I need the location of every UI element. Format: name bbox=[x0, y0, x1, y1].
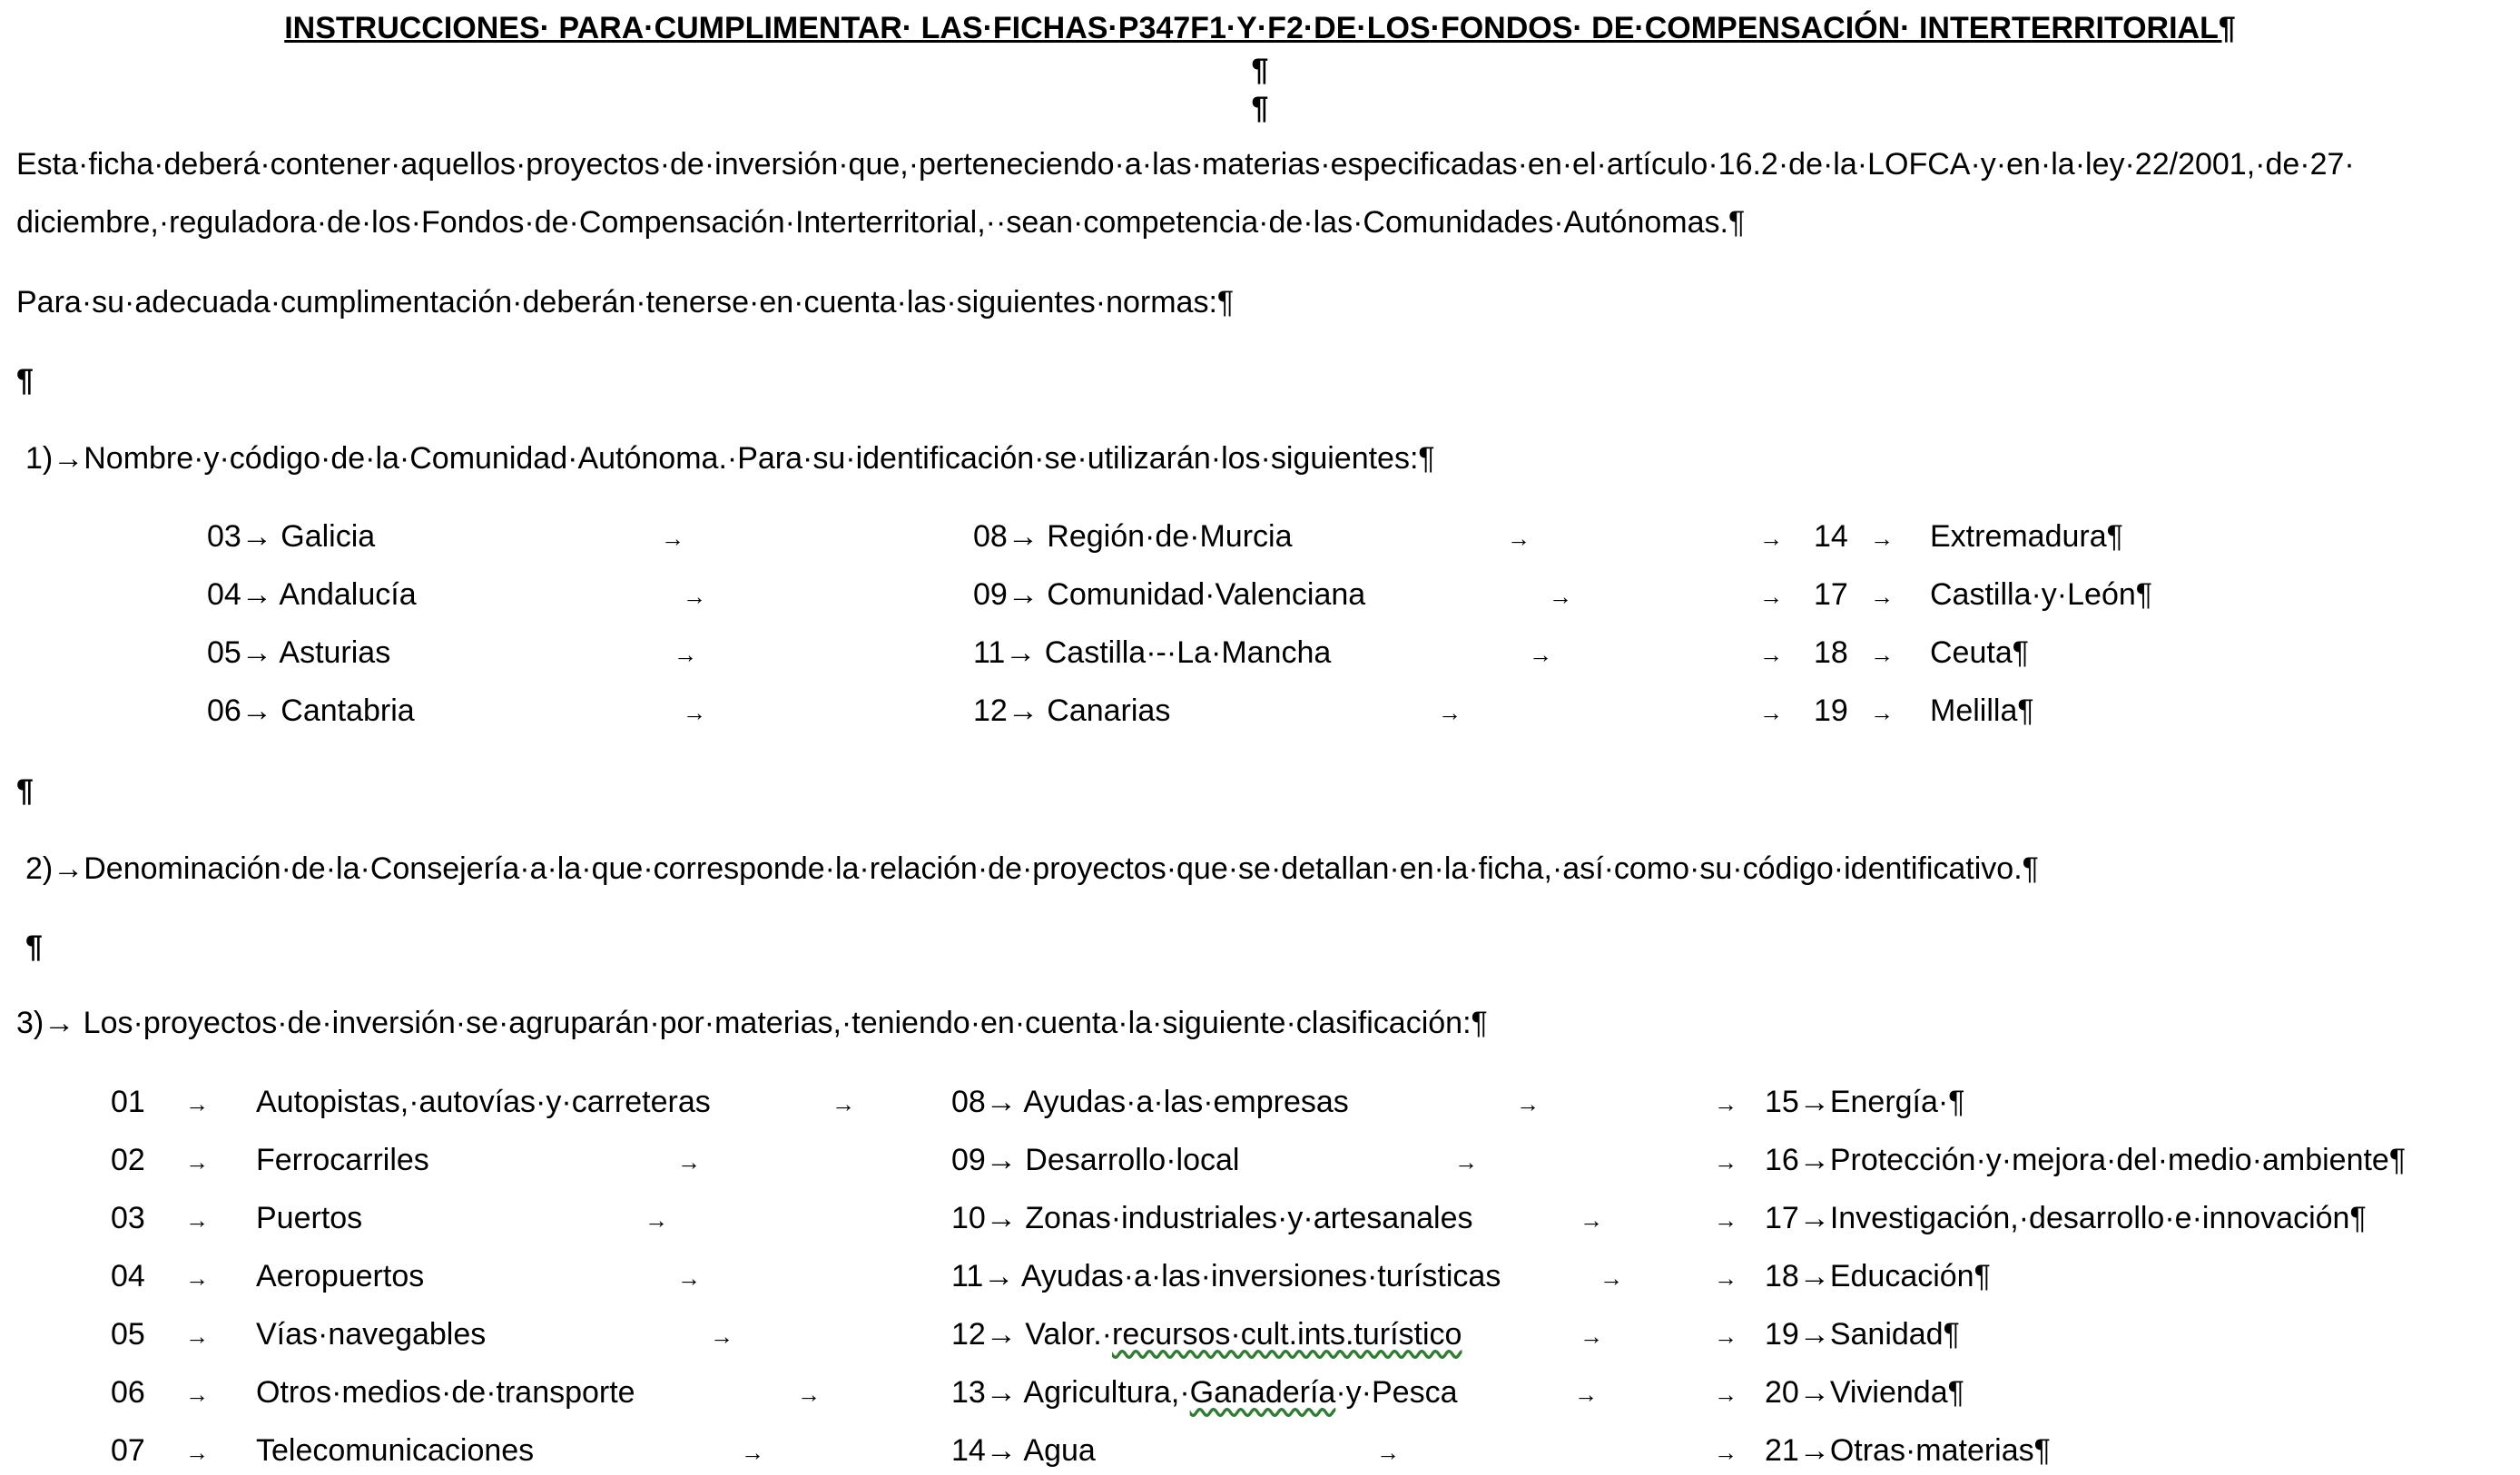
subject-item: 17→Investigación,·desarrollo·e·innovación¶ bbox=[1765, 1201, 2367, 1235]
subject-code: 01 bbox=[111, 1085, 145, 1119]
tab-arrow: → bbox=[1714, 1381, 1737, 1408]
spelling-flagged-text: recursos·cult.ints.turístico bbox=[1112, 1317, 1462, 1352]
spelling-flagged-text: Ganadería bbox=[1189, 1375, 1336, 1410]
subject-code: 03 bbox=[111, 1201, 145, 1235]
paragraph-mark: ¶ bbox=[16, 363, 34, 398]
subject-name: Telecomunicaciones bbox=[256, 1433, 535, 1468]
subject-item: 18→Educación¶ bbox=[1765, 1259, 1991, 1293]
paragraph-mark: ¶ bbox=[1251, 53, 1269, 87]
tab-arrow: → bbox=[185, 1381, 209, 1408]
tab-arrow: → bbox=[1580, 1323, 1603, 1350]
tab-arrow: → bbox=[185, 1264, 209, 1292]
paragraph-mark: ¶ bbox=[25, 929, 43, 964]
subject-name: Vías·navegables bbox=[256, 1317, 487, 1352]
subject-item bbox=[951, 1377, 1457, 1408]
paragraph-mark: ¶ bbox=[1251, 91, 1269, 125]
region-item: 11→ Castilla·-·La·Mancha bbox=[973, 635, 1332, 670]
tab-arrow: → bbox=[185, 1148, 209, 1175]
subject-item: 09→ Desarrollo·local bbox=[951, 1143, 1240, 1177]
subject-code: 02 bbox=[111, 1143, 145, 1177]
tab-arrow: → bbox=[1438, 699, 1462, 726]
section-2-heading: 2)→Denominación·de·la·Consejería·a·la·que·corresponde·la·relación·de·proyectos·que·se·detallan·en·la·ficha,·así·como·su·código·identificativo.¶ bbox=[25, 851, 2039, 886]
subject-item: 20→Vivienda¶ bbox=[1765, 1375, 1964, 1410]
region-code: 18 bbox=[1814, 635, 1848, 670]
tab-arrow: → bbox=[1714, 1264, 1737, 1292]
subject-item: 21→Otras·materias¶ bbox=[1765, 1433, 2051, 1468]
subject-item: 15→Energía·¶ bbox=[1765, 1085, 1965, 1119]
section-1-heading: 1)→Nombre·y·código·de·la·Comunidad·Autónoma.·Para·su·identificación·se·utilizarán·los·siguientes:¶ bbox=[25, 441, 1435, 476]
tab-arrow: → bbox=[1870, 525, 1894, 552]
tab-arrow: → bbox=[661, 525, 684, 552]
tab-arrow: → bbox=[1600, 1264, 1623, 1292]
tab-arrow: → bbox=[683, 699, 706, 726]
subject-item: 16→Protección·y·mejora·del·medio·ambiente¶ bbox=[1765, 1143, 2407, 1177]
tab-arrow: → bbox=[1574, 1381, 1598, 1408]
subject-code: 04 bbox=[111, 1259, 145, 1293]
tab-arrow: → bbox=[1454, 1148, 1478, 1175]
paragraph-mark: ¶ bbox=[16, 773, 34, 808]
region-name: Extremadura¶ bbox=[1930, 519, 2123, 554]
tab-arrow: → bbox=[1549, 583, 1572, 610]
tab-arrow: → bbox=[677, 1148, 701, 1175]
tab-arrow: → bbox=[1529, 641, 1552, 668]
tab-arrow: → bbox=[645, 1206, 668, 1234]
tab-arrow: → bbox=[185, 1323, 209, 1350]
subject-name: Autopistas,·autovías·y·carreteras bbox=[256, 1085, 711, 1119]
tab-arrow: → bbox=[1759, 525, 1783, 552]
subject-name: Aeropuertos bbox=[256, 1259, 425, 1293]
region-name: Castilla·y·León¶ bbox=[1930, 577, 2153, 612]
region-item: 08→ Región·de·Murcia bbox=[973, 519, 1293, 554]
tab-arrow: → bbox=[797, 1381, 821, 1408]
subject-item: 19→Sanidad¶ bbox=[1765, 1317, 1960, 1352]
tab-arrow: → bbox=[1870, 699, 1894, 726]
tab-arrow: → bbox=[1759, 699, 1783, 726]
subject-name: Ferrocarriles bbox=[256, 1143, 429, 1177]
tab-arrow: → bbox=[1870, 583, 1894, 610]
subject-item: 14→ Agua bbox=[951, 1433, 1096, 1468]
tab-arrow: → bbox=[832, 1090, 855, 1117]
subject-item bbox=[951, 1319, 1462, 1350]
region-name: Ceuta¶ bbox=[1930, 635, 2029, 670]
document-title: INSTRUCCIONES· PARA·CUMPLIMENTAR· LAS·FICHAS·P347F1·Y·F2·DE·LOS·FONDOS· DE·COMPENSACIÓN· INTERTERRITORIAL¶ bbox=[284, 11, 2236, 45]
subject-name: Puertos bbox=[256, 1201, 363, 1235]
subject-item-lead: 13→ Agricultura,· bbox=[951, 1375, 1190, 1410]
subject-item: 08→ Ayudas·a·las·empresas bbox=[951, 1085, 1349, 1119]
subject-code: 06 bbox=[111, 1375, 145, 1410]
tab-arrow: → bbox=[1580, 1206, 1603, 1234]
subject-code: 05 bbox=[111, 1317, 145, 1352]
tab-arrow: → bbox=[1507, 525, 1531, 552]
tab-arrow: → bbox=[1516, 1090, 1540, 1117]
region-code: 14 bbox=[1814, 519, 1848, 554]
region-item: 06→ Cantabria bbox=[207, 693, 415, 728]
region-item: 03→ Galicia bbox=[207, 519, 376, 554]
subject-item-tail: ·y·Pesca bbox=[1335, 1375, 1458, 1410]
subject-item: 10→ Zonas·industriales·y·artesanales bbox=[951, 1201, 1473, 1235]
tab-arrow: → bbox=[185, 1090, 209, 1117]
tab-arrow: → bbox=[710, 1323, 733, 1350]
tab-arrow: → bbox=[185, 1439, 209, 1466]
tab-arrow: → bbox=[741, 1439, 764, 1466]
intro-line-3: Para·su·adecuada·cumplimentación·deberán·tenerse·en·cuenta·las·siguientes·normas:¶ bbox=[16, 285, 1235, 320]
subject-item-lead: 12→ Valor.· bbox=[951, 1317, 1113, 1352]
intro-line-2: diciembre,·reguladora·de·los·Fondos·de·Compensación·Interterritorial,··sean·competencia·de·las·Comunidades·Autónomas.¶ bbox=[16, 205, 1746, 240]
tab-arrow: → bbox=[1714, 1206, 1737, 1234]
region-item: 09→ Comunidad·Valenciana bbox=[973, 577, 1366, 612]
subject-item: 11→ Ayudas·a·las·inversiones·turísticas bbox=[951, 1259, 1501, 1293]
region-item: 12→ Canarias bbox=[973, 693, 1171, 728]
subject-code: 07 bbox=[111, 1433, 145, 1468]
tab-arrow: → bbox=[1714, 1148, 1737, 1175]
tab-arrow: → bbox=[674, 641, 697, 668]
tab-arrow: → bbox=[1714, 1439, 1737, 1466]
region-item: 05→ Asturias bbox=[207, 635, 391, 670]
region-item: 04→ Andalucía bbox=[207, 577, 417, 612]
tab-arrow: → bbox=[1759, 641, 1783, 668]
tab-arrow: → bbox=[1714, 1323, 1737, 1350]
tab-arrow: → bbox=[683, 583, 706, 610]
tab-arrow: → bbox=[1376, 1439, 1400, 1466]
tab-arrow: → bbox=[185, 1206, 209, 1234]
region-code: 17 bbox=[1814, 577, 1848, 612]
region-name: Melilla¶ bbox=[1930, 693, 2034, 728]
tab-arrow: → bbox=[677, 1264, 701, 1292]
region-code: 19 bbox=[1814, 693, 1848, 728]
tab-arrow: → bbox=[1714, 1090, 1737, 1117]
subject-name: Otros·medios·de·transporte bbox=[256, 1375, 635, 1410]
intro-line-1: Esta·ficha·deberá·contener·aquellos·proyectos·de·inversión·que,·perteneciendo·a·las·materias·especificadas·en·el·artículo·16.2·de·la·LOFCA·y·en·la·ley·22/2001,·de·27· bbox=[16, 147, 2355, 182]
tab-arrow: → bbox=[1870, 641, 1894, 668]
section-3-heading: 3)→ Los·proyectos·de·inversión·se·agruparán·por·materias,·teniendo·en·cuenta·la·siguiente·clasificación:¶ bbox=[16, 1006, 1488, 1040]
tab-arrow: → bbox=[1759, 583, 1783, 610]
